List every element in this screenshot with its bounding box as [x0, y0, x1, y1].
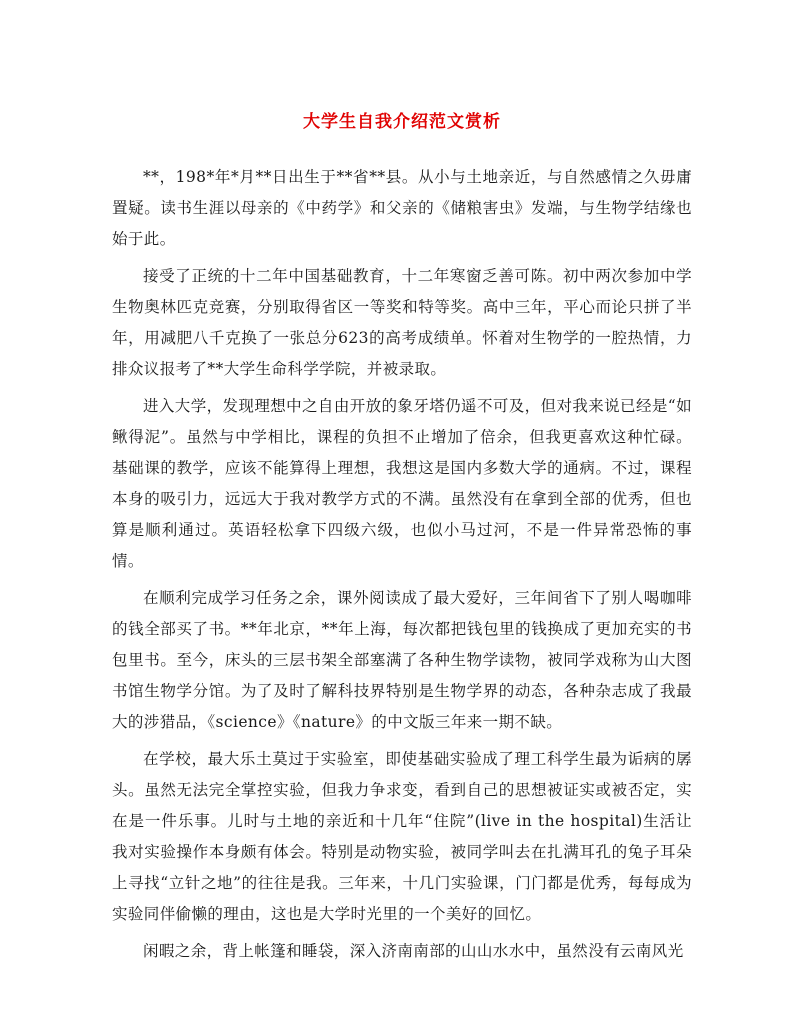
document-body — [112, 162, 692, 967]
paragraph-2: 接受了正统的十二年中国基础教育，十二年寒窗乏善可陈。初中两次参加中学生物奥林匹克竞赛，分别取得省区一等奖和特等奖。高中三年，平心而论只拼了半年，用减肥八千克换了一张总分623的高考成绩单。怀着对生物学的一腔热情，力排众议报考了**大学生命科学学院，并被录取。 — [112, 267, 692, 378]
paragraph-1: **，198*年*月**日出生于**省**县。从小与土地亲近，与自然感情之久毋庸置疑。读书生涯以母亲的《中药学》和父亲的《储粮害虫》发端，与生物学结缘也始于此。 — [112, 168, 692, 248]
document-title: 大学生自我介绍范文赏析 — [303, 112, 501, 132]
paragraph-4: 在顺利完成学习任务之余，课外阅读成了最大爱好，三年间省下了别人喝咖啡的钱全部买了书。**年北京，**年上海，每次都把钱包里的钱换成了更加充实的书包里书。至今，床头的三层书架全部塞满了各种生物学读物，被同学戏称为山大图书馆生物学分馆。为了及时了解科技界特别是生物学界的动态，各种杂志成了我最大的涉猎品，《science》《nature》的中文版三年来一期不缺。 — [112, 589, 692, 731]
paragraph-3: 进入大学，发现理想中之自由开放的象牙塔仍遥不可及，但对我来说已经是“如鳅得泥”。虽然与中学相比，课程的负担不止增加了倍余，但我更喜欢这种忙碌。基础课的教学，应该不能算得上理想，我想这是国内多数大学的通病。不过，课程本身的吸引力，远远大于我对教学方式的不满。虽然没有在拿到全部的优秀，但也算是顺利通过。英语轻松拿下四级六级，也似小马过河，不是一件异常恐怖的事情。 — [112, 397, 692, 570]
paragraph-5: 在学校，最大乐土莫过于实验室，即使基础实验成了理工科学生最为诟病的孱头。虽然无法完全掌控实验，但我力争求变，看到自己的思想被证实或被否定，实在是一件乐事。儿时与土地的亲近和十几年“住院”(live in the hospital)生活让我对实验操作本身颇有体会。特别是动物实验，被同学叫去在扎满耳孔的兔子耳朵上寻找“立针之地”的往往是我。三年来，十几门实验课，门门都是优秀，每每成为实验同伴偷懒的理由，这也是大学时光里的一个美好的回忆。 — [112, 750, 692, 923]
paragraph-6: 闲暇之余，背上帐篷和睡袋，深入济南南部的山山水水中，虽然没有云南风光 — [143, 942, 684, 960]
